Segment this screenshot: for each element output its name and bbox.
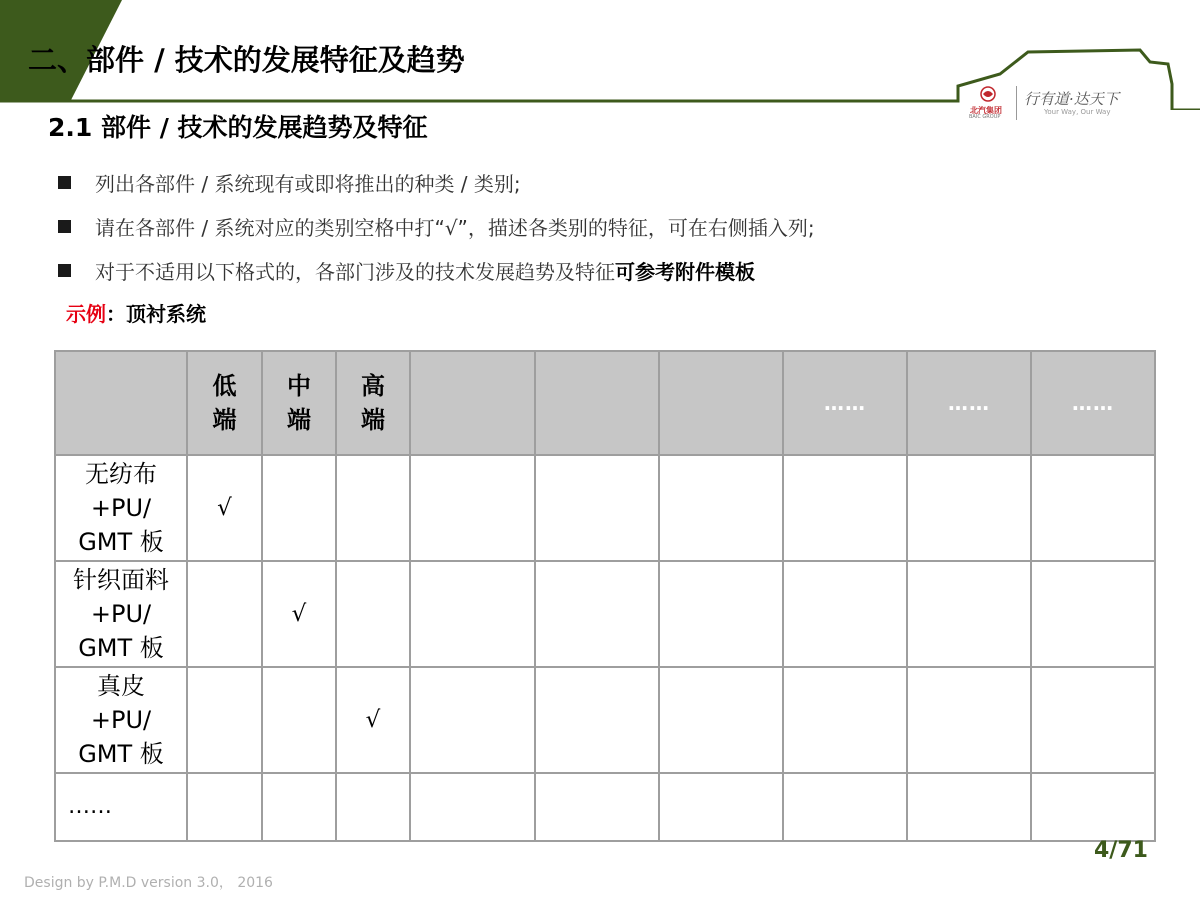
header-cell-mid — [262, 351, 336, 455]
table-cell — [783, 773, 907, 841]
table-cell: √ — [262, 561, 336, 667]
row-label: 无纺布 +PU/ GMT 板 — [55, 455, 187, 561]
bullet-bold-text: 可参考附件模板 — [615, 259, 755, 284]
list-item — [58, 204, 815, 248]
company-logo — [940, 48, 1180, 128]
table-cell — [535, 561, 659, 667]
list-item — [58, 248, 815, 292]
table-row — [55, 455, 1155, 561]
table-cell — [907, 561, 1031, 667]
header-cell-text: 低端 — [212, 372, 237, 434]
table-cell — [336, 455, 410, 561]
brand-cn-text: 北汽集团 — [970, 106, 1002, 115]
logo-divider — [1016, 86, 1017, 120]
table-cell — [410, 667, 535, 773]
table-cell — [1031, 561, 1155, 667]
page-number: 4/71 — [1094, 838, 1148, 863]
table-cell — [783, 561, 907, 667]
header-cell-text: 中端 — [287, 372, 311, 434]
header-cell-more: …… — [907, 351, 1031, 455]
category-table — [54, 350, 1156, 842]
table-cell — [336, 773, 410, 841]
bullet-text: 请在各部件 / 系统对应的类别空格中打“√”，描述各类别的特征，可在右侧插入列; — [95, 215, 815, 240]
header-cell — [410, 351, 535, 455]
table-row — [55, 667, 1155, 773]
page-title: 二、部件 / 技术的发展特征及趋势 — [28, 43, 465, 77]
table-cell — [262, 667, 336, 773]
table-cell — [907, 773, 1031, 841]
table-cell — [262, 455, 336, 561]
table-cell — [783, 667, 907, 773]
section-subtitle: 2.1 部件 / 技术的发展趋势及特征 — [48, 113, 428, 142]
row-label: 针织面料 +PU/ GMT 板 — [55, 561, 187, 667]
table-cell — [1031, 455, 1155, 561]
table-cell — [535, 455, 659, 561]
row-label: 真皮 +PU/ GMT 板 — [55, 667, 187, 773]
table-cell — [410, 773, 535, 841]
table-cell — [410, 455, 535, 561]
table-cell: √ — [187, 455, 262, 561]
example-text: ：顶衬系统 — [106, 302, 206, 326]
table-cell — [783, 455, 907, 561]
table-cell — [659, 667, 783, 773]
table-cell — [535, 667, 659, 773]
instruction-list — [58, 160, 815, 292]
bullet-text: 列出各部件 / 系统现有或即将推出的种类 / 类别; — [95, 171, 521, 196]
table-cell — [1031, 773, 1155, 841]
footer-credit: Design by P.M.D version 3.0， 2016 — [24, 875, 273, 891]
square-bullet-icon — [58, 264, 71, 277]
header-cell — [55, 351, 187, 455]
baic-emblem-icon — [975, 86, 1001, 102]
example-label — [66, 298, 206, 327]
table-cell — [659, 455, 783, 561]
bullet-text: 对于不适用以下格式的，各部门涉及的技术发展趋势及特征 — [95, 259, 615, 284]
table-cell — [659, 773, 783, 841]
table-cell — [336, 561, 410, 667]
square-bullet-icon — [58, 176, 71, 189]
header-cell-low — [187, 351, 262, 455]
header-cell-more: …… — [1031, 351, 1155, 455]
header-cell-more: …… — [783, 351, 907, 455]
table-cell — [659, 561, 783, 667]
header-cell — [535, 351, 659, 455]
table-row — [55, 773, 1155, 841]
table-row — [55, 561, 1155, 667]
table-cell — [187, 561, 262, 667]
table-cell — [262, 773, 336, 841]
row-label: …… — [55, 773, 187, 841]
example-keyword: 示例 — [66, 302, 106, 326]
table-cell — [907, 667, 1031, 773]
square-bullet-icon — [58, 220, 71, 233]
header-cell-text: 高端 — [361, 372, 385, 434]
table-cell — [187, 773, 262, 841]
header-cell-high — [336, 351, 410, 455]
table-cell: √ — [336, 667, 410, 773]
table-cell — [907, 455, 1031, 561]
table-cell — [187, 667, 262, 773]
brand-en-text: BAIC GROUP — [969, 114, 1001, 120]
table-cell — [1031, 667, 1155, 773]
list-item — [58, 160, 815, 204]
header-cell — [659, 351, 783, 455]
slogan-en-text: Your Way, Our Way — [1044, 108, 1111, 116]
table-cell — [410, 561, 535, 667]
table-cell — [535, 773, 659, 841]
table-header-row — [55, 351, 1155, 455]
slogan-cn-text: 行有道·达天下 — [1024, 90, 1119, 108]
